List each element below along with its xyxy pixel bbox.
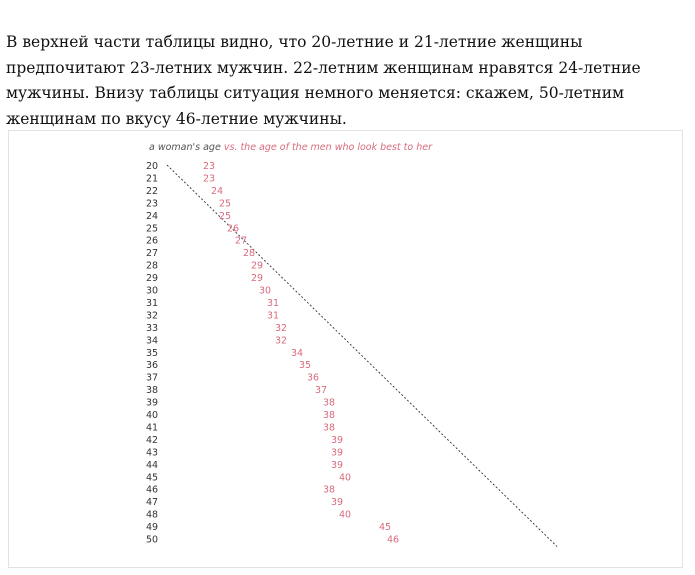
reference-diagonal-line [167,165,557,547]
woman-age-tick-label: 39 [146,397,159,409]
woman-age-tick-label: 24 [146,210,159,222]
woman-age-tick-label: 46 [146,484,159,496]
woman-age-tick-label: 36 [146,360,159,372]
woman-age-tick-label: 49 [146,522,159,534]
men-age-data-label: 40 [339,509,352,521]
woman-age-tick-label: 35 [146,347,159,359]
men-age-data-label: 29 [251,273,264,285]
woman-age-tick-label: 31 [146,297,159,309]
men-age-data-label: 45 [379,522,392,534]
men-age-data-label: 38 [323,397,336,409]
men-age-data-label: 38 [323,484,336,496]
chart-title-men-age: vs. the age of the men who look best to her [220,142,433,153]
woman-age-tick-label: 42 [146,434,159,446]
men-age-data-label: 26 [227,223,240,235]
woman-age-tick-label: 30 [146,285,159,297]
men-age-data-label: 36 [307,372,320,384]
men-age-data-label: 34 [291,347,304,359]
men-age-data-label: 23 [203,161,216,172]
men-age-data-label: 39 [331,459,344,471]
woman-age-tick-label: 20 [146,161,159,172]
men-age-data-label: 31 [267,297,280,309]
woman-age-tick-label: 38 [146,385,159,397]
woman-age-tick-label: 25 [146,223,159,235]
men-age-data-label: 37 [315,385,328,397]
woman-age-tick-label: 33 [146,322,159,334]
woman-age-tick-label: 34 [146,335,159,347]
chart-plot [9,131,682,567]
men-age-data-label: 28 [243,248,256,260]
woman-age-tick-label: 45 [146,472,159,484]
men-age-data-label: 30 [259,285,272,297]
woman-age-tick-label: 23 [146,198,159,210]
men-age-data-label: 39 [331,447,344,459]
men-age-data-label: 25 [219,198,232,210]
men-age-data-label: 27 [235,235,248,247]
woman-age-tick-label: 41 [146,422,159,434]
men-age-data-label: 35 [299,360,312,372]
woman-age-tick-label: 50 [146,534,159,546]
men-age-data-label: 32 [275,322,288,334]
men-age-data-label: 39 [331,497,344,509]
men-age-data-label: 40 [339,472,352,484]
woman-age-tick-label: 27 [146,248,159,260]
men-age-data-label: 23 [203,173,216,185]
men-age-data-label: 31 [267,310,280,322]
men-age-data-label: 25 [219,210,232,222]
chart-frame [8,130,683,568]
men-age-data-label: 38 [323,410,336,421]
men-age-data-label: 46 [387,534,400,546]
men-age-data-label: 29 [251,260,264,272]
woman-age-tick-label: 22 [146,185,159,197]
chart-title-woman-age: a woman's age [149,142,221,153]
woman-age-tick-label: 28 [146,260,159,272]
men-age-data-label: 38 [323,422,336,434]
woman-age-tick-label: 40 [146,410,159,421]
woman-age-tick-label: 21 [146,173,159,185]
woman-age-tick-label: 43 [146,447,159,459]
men-age-data-label: 24 [211,185,224,197]
article-paragraph: В верхней части таблицы видно, что 20-летние и 21-летние женщины предпочитают 23-летних мужчин. 22-летним женщинам нравятся 24-летние мужчины. Внизу таблицы ситуация немного меняется: скажем, 50-летним женщинам по вкусу 46-летние мужчины. [6,33,641,128]
woman-age-tick-label: 48 [146,509,159,521]
woman-age-tick-label: 44 [146,459,159,471]
men-age-data-label: 32 [275,335,288,347]
woman-age-tick-label: 29 [146,273,159,285]
woman-age-tick-label: 26 [146,235,159,247]
woman-age-tick-label: 32 [146,310,159,322]
men-age-data-label: 39 [331,434,344,446]
woman-age-tick-label: 37 [146,372,159,384]
woman-age-tick-label: 47 [146,497,159,509]
